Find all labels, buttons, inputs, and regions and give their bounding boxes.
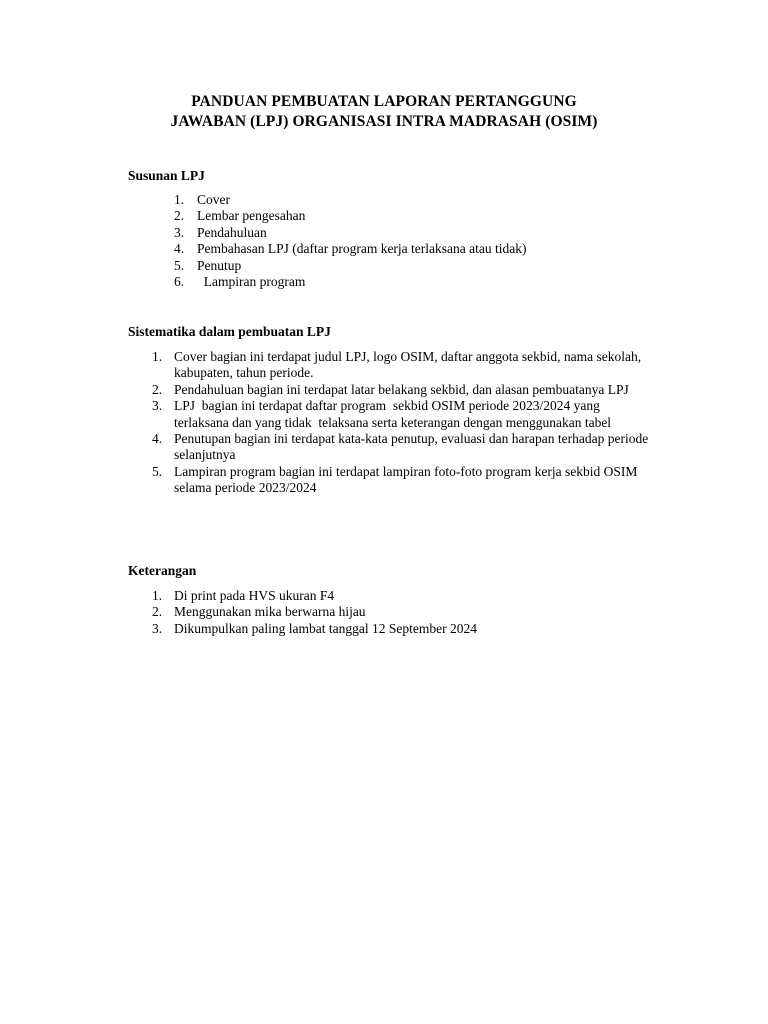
item-number: 2. [174,208,185,224]
section-heading-sistematika: Sistematika dalam pembuatan LPJ [128,324,331,339]
item-number: 3. [152,620,163,636]
list-item [152,621,650,637]
list-item [152,398,650,431]
item-number: 3. [152,398,163,414]
list-item [175,225,655,241]
item-text: Lampiran program [197,274,306,290]
list-item [152,349,650,382]
item-number: 2. [152,381,163,397]
list-item [152,382,650,398]
item-number: 1. [174,192,185,207]
title-line-2: JAWABAN (LPJ) ORGANISASI INTRA MADRASAH (OSIM) [170,113,598,130]
list-item [175,258,655,274]
item-text: Penutup [197,257,242,273]
item-text: Di print pada HVS ukuran F4 [174,588,335,603]
item-number: 3. [174,224,185,240]
item-number: 1. [152,349,163,364]
list-item [175,274,655,290]
sistematika-list [152,349,650,497]
list-item [175,208,655,224]
item-number: 1. [152,588,163,603]
keterangan-list [152,588,650,637]
section-heading-susunan: Susunan LPJ [128,168,205,183]
susunan-list [175,192,655,290]
item-number: 2. [152,604,163,620]
list-item [152,604,650,620]
item-text: Menggunakan mika berwarna hijau [174,604,366,620]
list-item [175,192,655,208]
item-text: Penutupan bagian ini terdapat kata-kata penutup, evaluasi dan harapan terhadap periode selanjutnya [174,431,652,463]
item-text: Lembar pengesahan [197,208,306,224]
item-text: Cover [197,192,230,207]
item-number: 5. [152,463,163,479]
item-text: Pembahasan LPJ (daftar program kerja terlaksana atau tidak) [197,241,527,257]
item-text: Lampiran program bagian ini terdapat lampiran foto-foto program kerja sekbid OSIM selama periode 2023/2024 [174,463,641,496]
list-item [175,241,655,257]
title-line-1: PANDUAN PEMBUATAN LAPORAN PERTANGGUNG [191,93,577,110]
item-number: 4. [174,241,185,257]
document-title [0,92,768,132]
list-item [152,464,650,497]
list-item [152,431,650,464]
item-number: 5. [174,257,185,273]
item-number: 6. [174,274,185,290]
item-number: 4. [152,431,163,447]
item-text: LPJ bagian ini terdapat daftar program sekbid OSIM periode 2023/2024 yang terlaksana dan yang tidak telaksana serta keterangan dengan menggunakan tabel [174,398,612,430]
item-text: Pendahuluan bagian ini terdapat latar belakang sekbid, dan alasan pembuatanya LPJ [174,381,629,397]
item-text: Cover bagian ini terdapat judul LPJ, logo OSIM, daftar anggota sekbid, nama sekolah, kabupaten, tahun periode. [174,349,645,381]
section-heading-keterangan: Keterangan [128,563,197,578]
item-text: Dikumpulkan paling lambat tanggal 12 September 2024 [174,620,477,636]
item-text: Pendahuluan [197,224,267,240]
list-item [152,588,650,604]
